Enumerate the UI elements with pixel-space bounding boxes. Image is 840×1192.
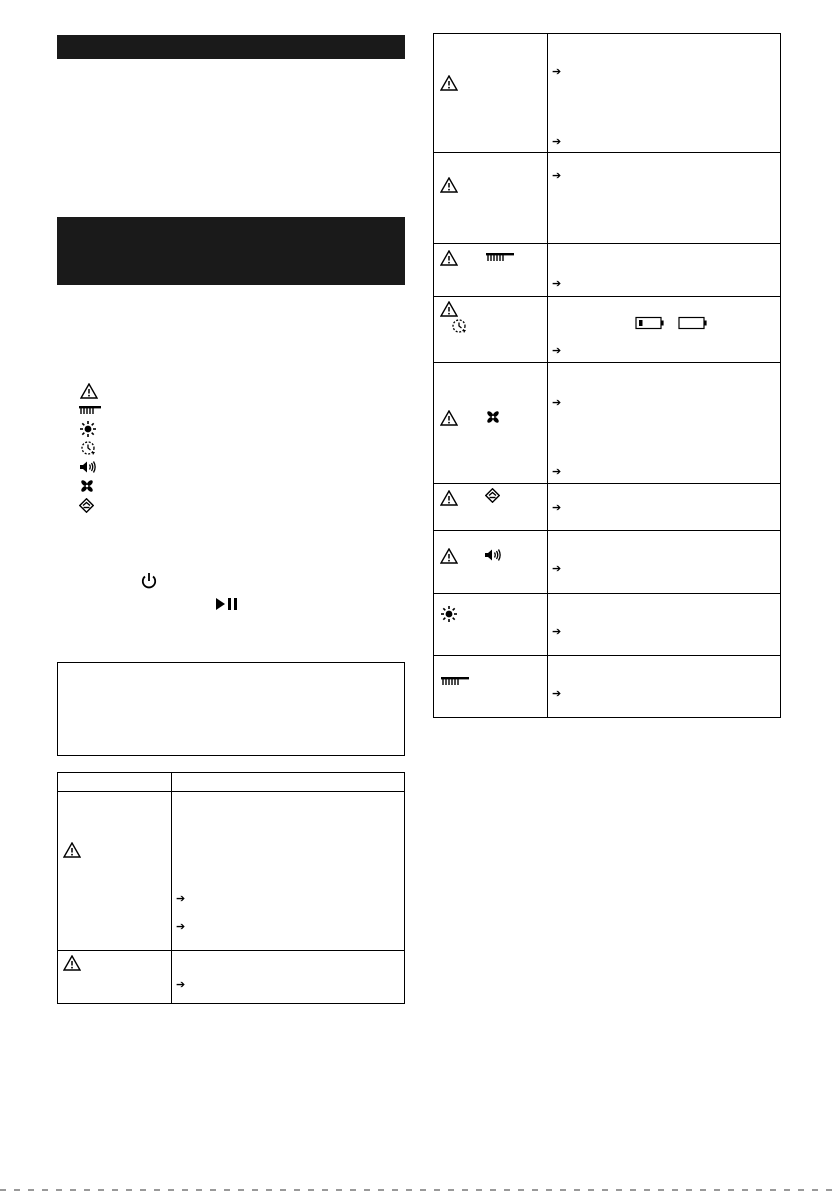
arrow-icon: ➔ (552, 345, 562, 357)
sensor-icon (485, 488, 500, 503)
play-pause-icon (215, 597, 239, 611)
arrow-icon: ➔ (552, 136, 562, 148)
warning-icon (63, 955, 81, 971)
battery-low-icon (635, 316, 665, 330)
timer-icon (451, 318, 467, 334)
arrow-icon: ➔ (552, 502, 562, 514)
warning-icon (440, 410, 458, 426)
arrow-icon: ➔ (552, 688, 562, 700)
arrow-icon: ➔ (552, 278, 562, 290)
heading-bar-1 (57, 35, 405, 59)
arrow-icon: ➔ (552, 66, 562, 78)
arrow-icon: ➔ (552, 626, 562, 638)
brush-icon (440, 676, 470, 686)
note-box (57, 662, 405, 756)
arrow-icon: ➔ (552, 397, 562, 409)
volume-icon (79, 460, 97, 474)
warning-icon (440, 250, 458, 266)
fan-icon (486, 410, 500, 424)
page-edge (0, 1189, 840, 1191)
arrow-icon: ➔ (552, 466, 562, 478)
light-icon (79, 420, 97, 438)
arrow-icon: ➔ (552, 170, 562, 182)
arrow-icon: ➔ (176, 921, 186, 933)
arrow-icon: ➔ (552, 563, 562, 575)
light-icon (440, 605, 458, 623)
timer-icon (80, 440, 96, 456)
sensor-icon (79, 498, 94, 513)
battery-empty-icon (678, 316, 708, 330)
warning-icon (440, 177, 458, 193)
warning-icon (440, 301, 458, 317)
heading-bar-2 (57, 217, 405, 285)
brush-icon (485, 252, 515, 262)
warning-icon (440, 490, 458, 506)
power-icon (140, 572, 158, 590)
arrow-icon: ➔ (176, 893, 186, 905)
left-table (57, 772, 405, 1004)
fan-icon (80, 479, 94, 493)
warning-icon (440, 75, 458, 91)
brush-icon (78, 405, 102, 415)
volume-icon (484, 548, 502, 562)
warning-icon (63, 842, 81, 858)
warning-icon (440, 548, 458, 564)
warning-icon (80, 383, 98, 399)
arrow-icon: ➔ (176, 979, 186, 991)
right-table (433, 33, 781, 718)
